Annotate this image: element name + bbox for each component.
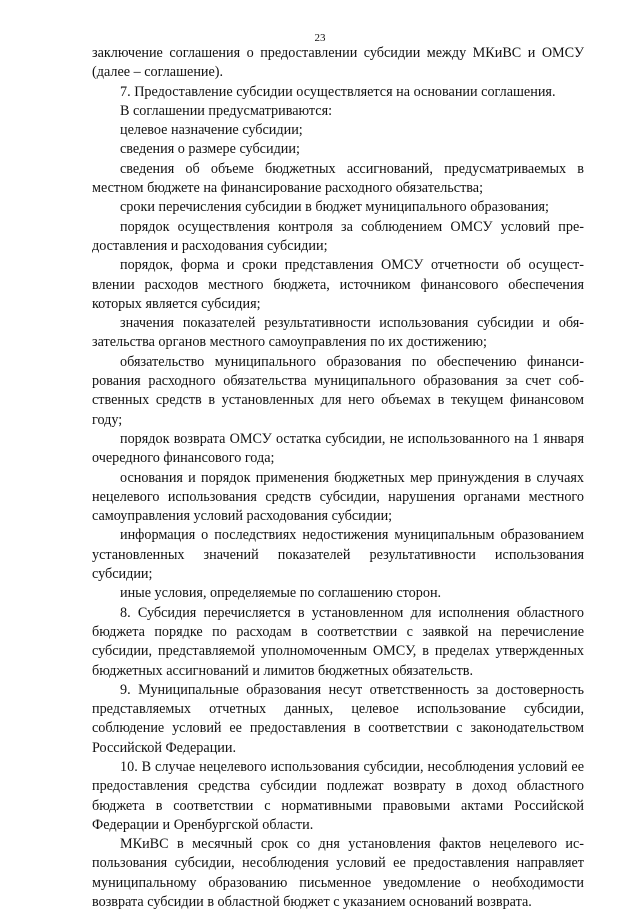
- paragraph: иные условия, определяемые по соглашению сторон.: [120, 585, 442, 602]
- paragraph: порядок возврата ОМСУ остатка субсидии, не использованного на 1 января очередного финансового года;: [92, 430, 584, 467]
- paragraph: сроки перечисления субсидии в бюджет муниципального образования;: [120, 199, 549, 216]
- page-number: 23: [314, 32, 326, 44]
- body-text: [92, 44, 584, 912]
- paragraph: 8. Субсидия перечисляется в установленном для исполнения областного бюджета порядке по расходам в соответствии с заявкой на перечисление субсидии, представляемой уполномоченным ОМСУ, в пределах утвержденных бюджетных ассигнований и лимитов бюджетных обязательств.: [92, 604, 584, 679]
- paragraph: 9. Муниципальные образования несут ответственность за достоверность представляемых отчетных данных, целевое использование субсидии, соблюдение условий ее предоставления в соответствии с законодательством Российской Федерации.: [92, 681, 584, 756]
- paragraph: сведения об объеме бюджетных ассигнований, предусматриваемых в местном бюджете на финансирование расходного обязательства;: [92, 160, 584, 197]
- paragraph: основания и порядок применения бюджетных мер принуждения в случаях нецелевого использования средств субсидии, нарушения органами местного самоуправления условий расходования субсидии;: [92, 469, 584, 525]
- paragraph: 7. Предоставление субсидии осуществляется на основании соглашения.: [120, 83, 556, 100]
- paragraph: заключение соглашения о предоставлении субсидии между МКиВС и ОМСУ (далее – соглашение).: [92, 45, 584, 81]
- paragraph: обязательство муниципального образования по обеспечению финансирования расходного обязательства муниципального образования за счет собственных средств в установленных для него объемах в текущем финансовом году;: [92, 353, 584, 428]
- paragraph: целевое назначение субсидии;: [120, 122, 303, 139]
- paragraph: сведения о размере субсидии;: [120, 141, 300, 158]
- paragraph: порядок, форма и сроки представления ОМСУ отчетности об осуществлении расходов местного бюджета, источником финансового обеспечения которых является субсидия;: [92, 257, 584, 312]
- paragraph: информация о последствиях недостижения муниципальным образованием установленных значений показателей результативности использования субсидии;: [92, 527, 584, 583]
- paragraph: 10. В случае нецелевого использования субсидии, несоблюдения условий ее предоставления средства субсидии подлежат возврату в доход областного бюджета в соответствии с нормативными правовыми актами Российской Федерации и Оренбургской области.: [92, 758, 584, 833]
- paragraph: МКиВС в месячный срок со дня установления фактов нецелевого использования субсидии, несоблюдения условий ее предоставления направляет муниципальному образованию письменное уведомление о необходимости возврата субсидии в областной бюджет с указанием оснований возврата.: [92, 836, 584, 911]
- paragraph: В соглашении предусматриваются:: [120, 102, 333, 119]
- paragraph: значения показателей результативности использования субсидии и обязательства органов местного самоуправления по их достижению;: [92, 315, 584, 351]
- paragraph: порядок осуществления контроля за соблюдением ОМСУ условий предоставления и расходования субсидии;: [92, 218, 584, 254]
